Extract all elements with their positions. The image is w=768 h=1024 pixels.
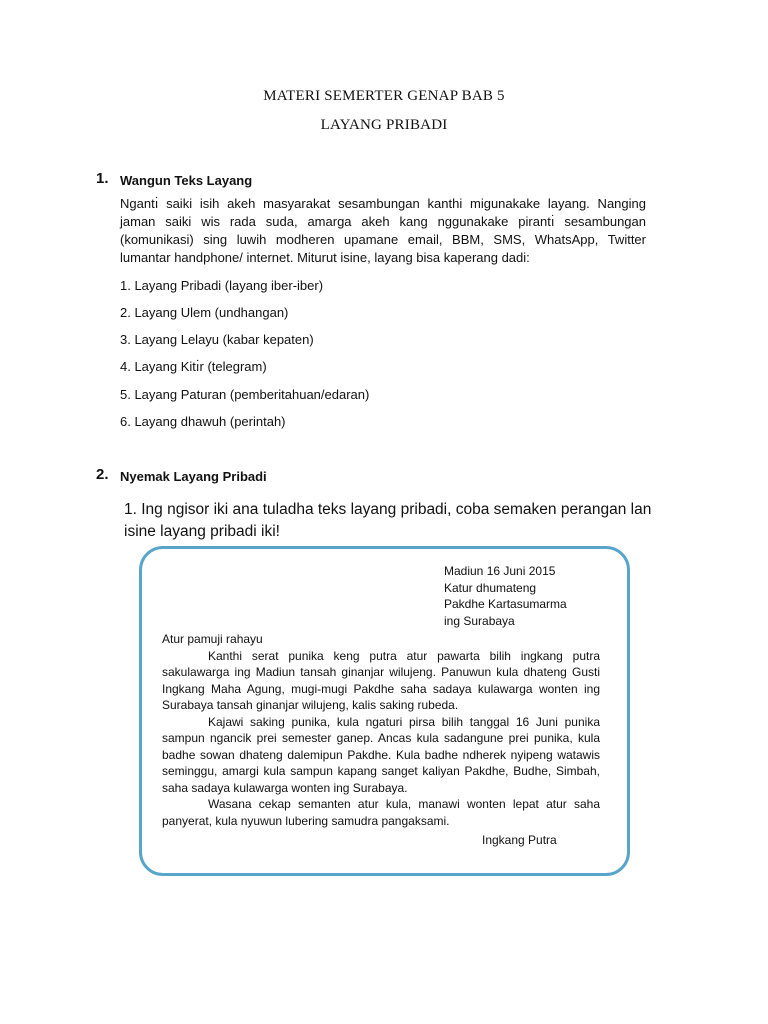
- letter-recipient-line: Katur dhumateng: [444, 580, 537, 595]
- list-item: 1. Layang Pribadi (layang iber-iber): [120, 278, 324, 293]
- section-2-title: Nyemak Layang Pribadi: [120, 469, 267, 484]
- list-item: 2. Layang Ulem (undhangan): [120, 305, 289, 320]
- section-2-instruction: 1. Ing ngisor iki ana tuladha teks layang pribadi, coba semaken perangan lan isine layang pribadi iki!: [124, 501, 652, 540]
- letter-paragraph: Kajawi saking punika, kula ngaturi pirsa bilih tanggal 16 Juni punika sampun ngancik prei semester ganep. Ancas kula sadangune prei punika, kula badhe sowan dhateng dalemipun Pakdhe. Kula badhe ndherek nyipeng watawis seminggu, amargi kula sampun kapang sanget kaliyan Pakdhe, Budhe, Simbah, saha sadaya kulawarga wonten ing Surabaya.: [162, 714, 600, 795]
- section-2-number: 2.: [96, 466, 109, 483]
- letter-paragraph: Kanthi serat punika keng putra atur pawarta bilih ingkang putra sakulawarga ing Madiun tansah ginanjar wilujeng. Panuwun kula dhateng Gusti Ingkang Maha Agung, mugi-mugi Pakdhe saha sadaya kulawarga wonten ing Surabaya tansah ginanjar wilujeng, kalis saking rubeda.: [162, 648, 600, 712]
- letter-header: [444, 563, 567, 629]
- letter-recipient-line: ing Surabaya: [444, 613, 515, 628]
- list-item: 3. Layang Lelayu (kabar kepaten): [120, 332, 314, 347]
- letter-frame: [139, 546, 630, 876]
- section-1-number: 1.: [96, 170, 109, 187]
- letter-date: Madiun 16 Juni 2015: [444, 564, 556, 578]
- letter-paragraph: Wasana cekap semanten atur kula, manawi wonten lepat atur saha panyerat, kula nyuwun lubering samudra pangaksami.: [162, 797, 600, 828]
- section-1-paragraph: Ngantı̇ saiki isih akeh masyarakat sesambungan kanthi migunakake layang. Nanging jaman saiki wis rada suda, amarga akeh kang nggunakake pirantı̇ sesambungan (komunikasi) sing luwih modheren upamane email, BBM, SMS, WhatsApp, Twitter lumantar handphone/ internet. Miturut isine, layang bisa kaperang dadi:: [120, 196, 646, 265]
- section-1-title: Wangun Teks Layang: [120, 173, 253, 188]
- page-title: MATERI SEMERTER GENAP BAB 5: [263, 88, 505, 104]
- list-item: 4. Layang Kitı̇r (telegram): [120, 359, 267, 374]
- page-subtitle: LAYANG PRIBADI: [320, 117, 448, 133]
- letter-recipient-line: Pakdhe Kartasumarma: [444, 597, 567, 611]
- list-item: 5. Layang Paturan (pemberitahuan/edaran): [120, 387, 370, 402]
- letter-body: [162, 631, 600, 829]
- list-item: 6. Layang dhawuh (perintah): [120, 414, 286, 429]
- letter-signature: Ingkang Putra: [482, 833, 557, 847]
- letter-greeting: Atur pamuji rahayu: [162, 632, 263, 646]
